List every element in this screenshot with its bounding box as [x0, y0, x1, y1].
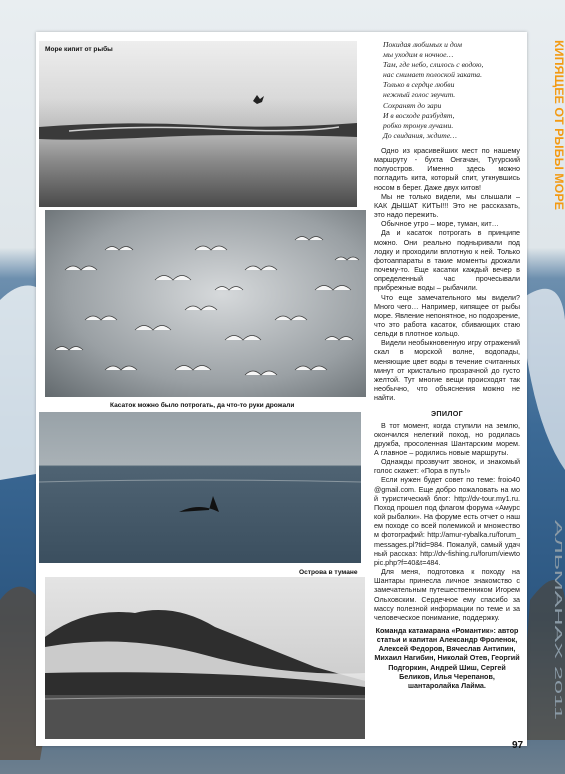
- caption-orcas: Касаток можно было потрогать, да что-то руки дрожали: [110, 402, 295, 409]
- photo-islands-fog: [45, 577, 365, 739]
- page-number: 97: [512, 740, 524, 751]
- article-paragraph: Да и касаток потрогать в принципе можно. Они реально подныривали под лодку и проходили вплотную к ней. Только фотоаппараты в такие моменты дрожали почему-то. Еще касатки каждый вечер в определенный час прочесывали прибрежные воды – рыбачили.: [374, 228, 520, 293]
- poem-line: нежный голос звучит.: [383, 90, 456, 100]
- poem-line: нас снимает полоской заката.: [383, 70, 482, 80]
- poem: [383, 40, 498, 141]
- photo-seagulls: [45, 210, 366, 397]
- epilog-paragraph: Однажды прозвучит звонок, и знакомый голос скажет: «Пора в путь!»: [374, 457, 520, 476]
- article-paragraph: Мы не только видели, мы слышали – КАК ДЫШАТ КИТЫ!!! Это не рассказать, это надо пережить.: [374, 191, 520, 220]
- side-title-text: КИПЯЩЕЕ ОТ РЫБЫ МОРЕ: [552, 40, 564, 197]
- poem-line: Покидая любимых и дом: [383, 40, 463, 49]
- epilog-heading: ЭПИЛОГ: [431, 409, 463, 419]
- side-almanac-label: [544, 520, 563, 730]
- article-text: [374, 146, 520, 690]
- poem-line: мы уходим в ночное…: [383, 50, 454, 60]
- epilog-paragraph: Для меня, подготовка к походу на Шантары принесла личное знакомство с замечательным путешественником Игорем Ольховским. Сердечное ему спасибо за массу полезной информации по теме и за человеческое понимание, поддержку.: [374, 567, 520, 622]
- side-year-text: АЛЬМАНАХ 2011: [552, 520, 563, 600]
- poem-line: До свидания, ждите…: [383, 130, 457, 140]
- article-paragraph: Обычное утро – море, туман, кит…: [381, 219, 499, 229]
- caption-sea-boils: Море кипит от рыбы: [45, 46, 113, 53]
- poem-line: И в восходе разбудят,: [383, 110, 455, 120]
- article-paragraph: Что еще замечательного мы видели? Много чего… Например, кипящее от рыбы море. Явление непонятное, но подозрение, что это работа касаток, сбивающих стаю сельди в плотное кольцо.: [374, 292, 520, 339]
- article-paragraph: Одно из красивейших мест по нашему маршруту - бухта Онгачан, Тугурский полуостров. Именно здесь можно погладить кита, который спит, уткнувшись носом в берег. Даже двух китов!: [374, 146, 520, 192]
- poem-line: Только в сердце любви: [383, 80, 455, 90]
- article-paragraph: Видели необыкновенную игру отражений скал в морской волне, водопады, меняющие цвет воды в течение считанных минут от кристально прозрачной до густо желтой. Тут многие вещи происходят так необычно, что объяснения можно не найти.: [374, 338, 520, 403]
- epilog-paragraph: В тот момент, когда ступили на землю, окончился нелегкий поход, но родилась дружба, просоленная Шантарским морем. А главное – родились новые маршруты.: [374, 420, 520, 457]
- side-section-title: [544, 40, 564, 210]
- poem-line: робко тронув лучами.: [383, 120, 454, 130]
- caption-islands: Острова в тумане: [299, 569, 358, 576]
- team-signature: Команда катамарана «Романтик»: автор статьи и капитан Александр Фроленок, Алексей Федоров, Вячеслав Антипин, Михаил Нагибин, Николай Отев, Георгий Подгоркин, Андрей Шиш, Сергей Беликов, Илья Черепанов, шантаролайка Лайма.: [374, 625, 520, 690]
- photo-orca: [39, 412, 361, 563]
- poem-line: Сохранят до зари: [383, 100, 442, 110]
- poem-line: Там, где небо, слилось с водою,: [383, 60, 484, 70]
- epilog-paragraph: Если нужен будет совет по теме: froio40@gmail.com. Еще добро пожаловать на мой туристический блог: http://dv-tour.my1.ru. Поход прошел под флагом форума «Амурской рыбалки». На форуме есть отчет о нашем походе со всей полемикой и множеством фотографий: http://amur-rybalka.ru/forum_messages.pl?tid=984. Пожалуй, самый удачный рассказ: http://dv-fishing.ru/forum/viewtopic.php?f=40&t=484.: [374, 475, 520, 567]
- photo-sea-boils: [39, 41, 357, 207]
